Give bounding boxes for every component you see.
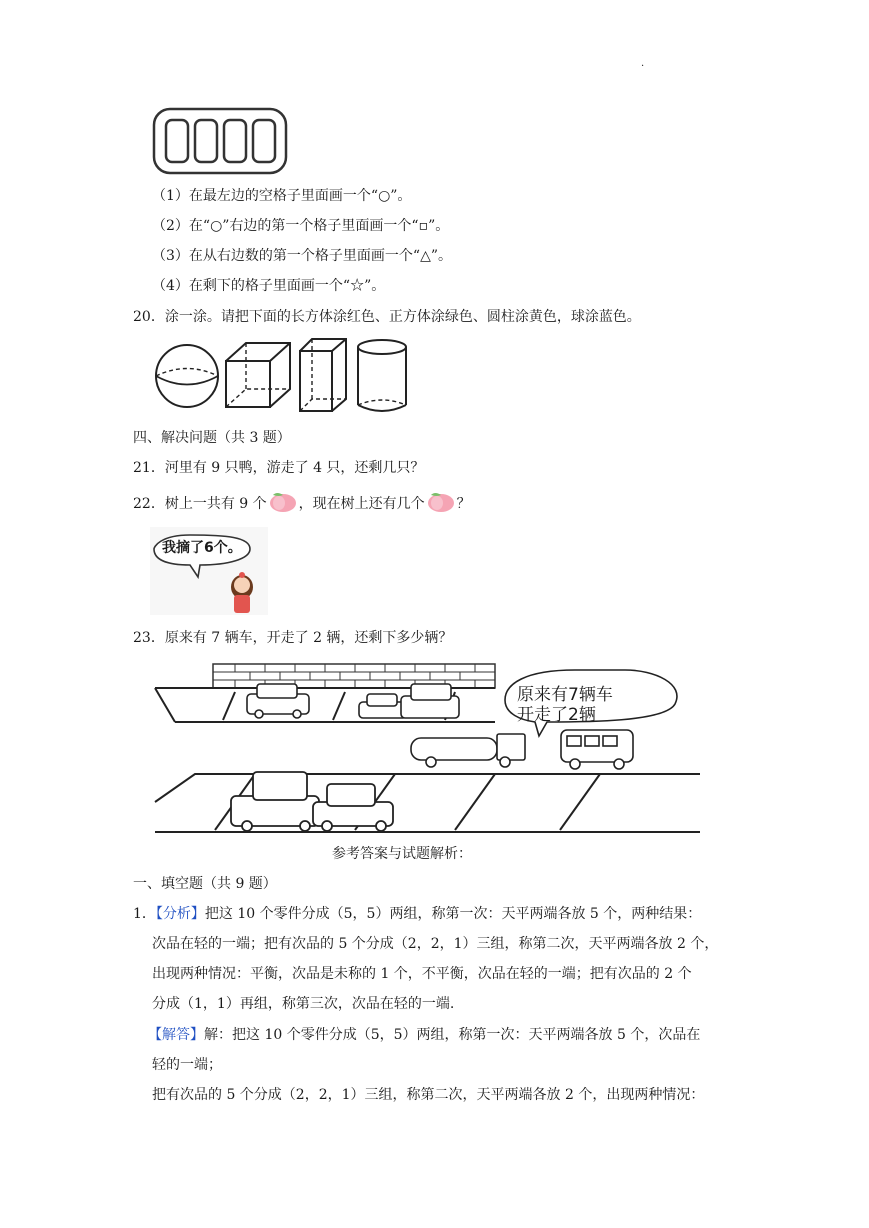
a1-analysis-line4: 分成（1，1）再组，称第三次，次品在轻的一端. <box>152 996 455 1012</box>
brick-wall <box>213 664 495 688</box>
parking-lot-figure <box>155 660 700 836</box>
car-icon <box>313 784 393 831</box>
a1-analysis-line1 <box>133 904 701 924</box>
car-icon <box>231 772 319 831</box>
solution-text-1: 解：把这 10 个零件分成（5，5）两组，称第一次：天平两端各放 5 个，次品在 <box>204 1027 701 1043</box>
q19-item-2: （2）在“○”右边的第一个格子里面画一个“▫”。 <box>152 218 450 234</box>
answers-title: 参考答案与试题解析： <box>332 846 472 862</box>
q22-bubble-text: 我摘了6个。 <box>162 540 242 556</box>
analysis-text-1: 把这 10 个零件分成（5，5）两组，称第一次：天平两端各放 5 个，两种结果： <box>204 906 702 922</box>
q23-bubble-line1: 原来有7辆车 <box>517 685 613 705</box>
four-boxes-figure <box>152 107 288 175</box>
q19-item-4: （4）在剩下的格子里面画一个“☆”。 <box>152 278 386 294</box>
a1-analysis-line3: 出现两种情况：平衡，次品是未称的 1 个，不平衡，次品在轻的一端；把有次品的 2 个 <box>152 966 692 982</box>
q22-part2: ，现在树上还有几个 <box>298 496 425 512</box>
sphere-shape <box>156 345 218 407</box>
car-icon <box>401 684 459 718</box>
car-icon <box>247 684 309 718</box>
q22-part3: ？ <box>456 496 471 512</box>
q19-item-3: （3）在从右边数的第一个格子里面画一个“△”。 <box>152 248 452 264</box>
a1-analysis-line2: 次品在轻的一端；把有次品的 5 个分成（2，2，1）三组，称第二次，天平两端各放 2 个， <box>152 936 719 952</box>
solution-tag: 【解答】 <box>148 1027 204 1043</box>
solid-shapes-figure <box>152 337 412 417</box>
cuboid-shape <box>300 339 346 411</box>
truck-icon <box>411 734 525 767</box>
section4-heading: 四、解决问题（共 3 题） <box>133 430 291 446</box>
q19-item-1: （1）在最左边的空格子里面画一个“○”。 <box>152 188 412 204</box>
q21-text: 21．河里有 9 只鸭，游走了 4 只，还剩几只？ <box>133 460 425 476</box>
a1-solution-line3: 把有次品的 5 个分成（2，2，1）三组，称第二次，天平两端各放 2 个，出现两种情况： <box>152 1087 705 1103</box>
analysis-tag: 【分析】 <box>155 906 205 922</box>
q23-text: 23．原来有 7 辆车，开走了 2 辆，还剩下多少辆？ <box>133 630 453 646</box>
q23-bubble-line2: 开走了2辆 <box>517 705 596 725</box>
cube-shape <box>226 343 290 407</box>
peach-icon <box>267 491 299 511</box>
a1-number: 1． <box>133 906 156 922</box>
peach-icon <box>425 491 457 511</box>
car-icon <box>359 694 407 718</box>
q22-text <box>133 491 471 514</box>
q20-text: 20．涂一涂。请把下面的长方体涂红色、正方体涂绿色、圆柱涂黄色，球涂蓝色。 <box>133 309 641 325</box>
cylinder-shape <box>358 340 406 411</box>
header-mark: . <box>641 58 645 69</box>
answers-section1: 一、填空题（共 9 题） <box>133 876 277 892</box>
q22-part1: 22．树上一共有 9 个 <box>133 496 267 512</box>
a1-solution-line2: 轻的一端； <box>152 1057 222 1073</box>
a1-solution-line1 <box>148 1025 700 1045</box>
van-icon <box>561 730 633 769</box>
